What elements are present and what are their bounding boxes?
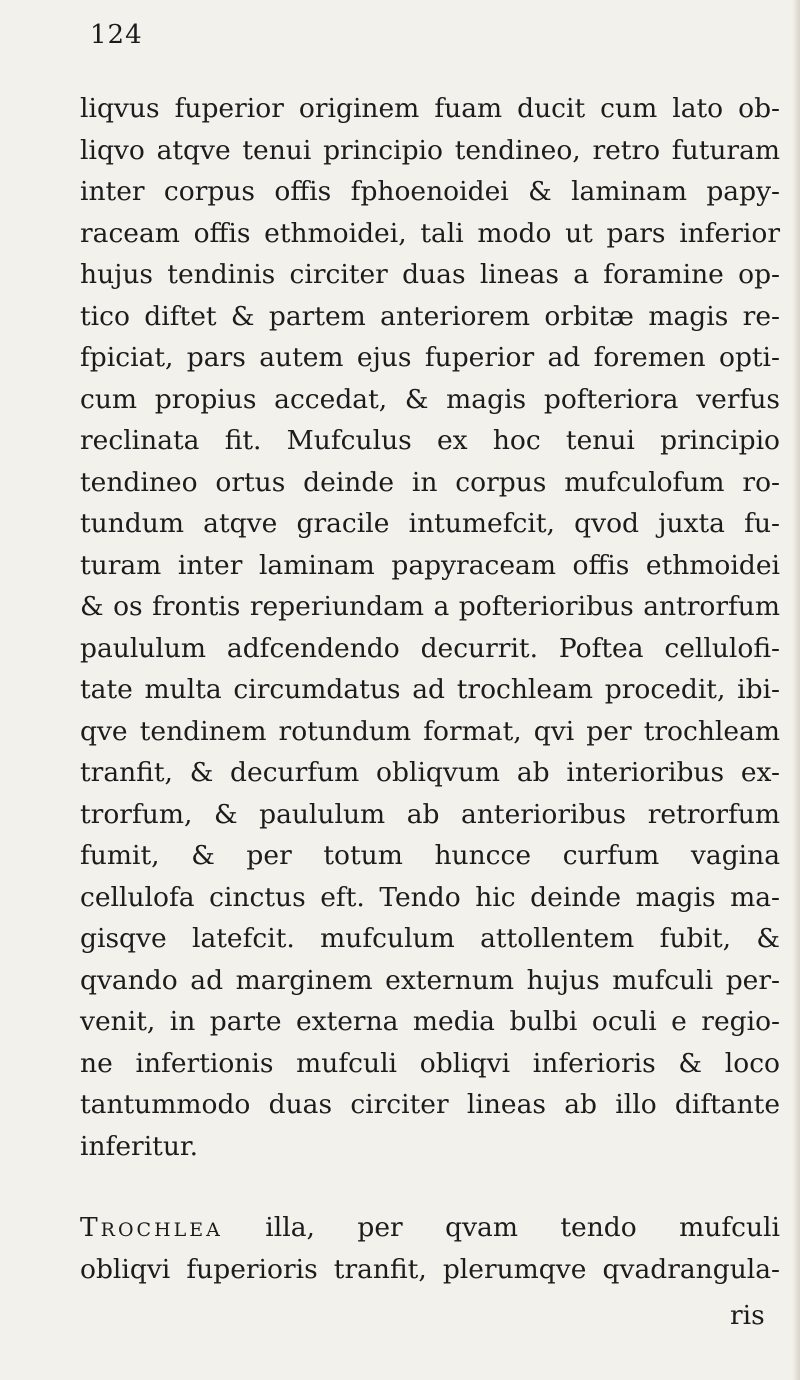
text-line: trorfum, & paululum ab anterioribus retrorfum: [80, 798, 780, 830]
text-line: raceam offis ethmoidei, tali modo ut pars inferior: [80, 217, 780, 249]
text-line: liqvus fuperior originem fuam ducit cum lato ob-: [80, 93, 780, 124]
text-line: cellulofa cinctus eft. Tendo hic deinde magis ma-: [80, 881, 780, 913]
text-line: & os frontis reperiundam a pofterioribus antrorfum: [80, 591, 780, 622]
text-line: fpiciat, pars autem ejus fuperior ad foremen opti-: [80, 342, 780, 373]
text-line: tico diftet & partem anteriorem orbitæ magis re-: [80, 300, 780, 332]
text-line: ne infertionis mufculi obliqvi inferioris & loco: [80, 1047, 780, 1079]
text-line: cum propius accedat, & magis pofteriora verfus: [80, 383, 780, 415]
text-line: qve tendinem rotundum format, qvi per trochleam: [80, 715, 780, 747]
text-fragment: illa, per qvam tendo mufculi: [265, 1212, 780, 1243]
text-line: liqvo atqve tenui principio tendineo, retro futuram: [80, 134, 780, 166]
text-line: tantummodo duas circiter lineas ab illo diftante: [80, 1089, 780, 1120]
text-line: qvando ad marginem externum hujus mufculi per-: [80, 964, 780, 996]
section-heading: Trochlea: [80, 1212, 223, 1243]
text-line: obliqvi fuperioris tranfit, plerumqve qvadrangula-: [80, 1253, 780, 1285]
text-line: tate multa circumdatus ad trochleam procedit, ibi-: [80, 674, 780, 705]
body-text: [80, 88, 780, 1290]
trochlea-line: [80, 1207, 780, 1249]
page-edge-shadow: [792, 0, 800, 1380]
text-line: venit, in parte externa media bulbi oculi e regio-: [80, 1006, 780, 1037]
page-number: 124: [90, 20, 143, 50]
text-line: tundum atqve gracile intumefcit, qvod juxta fu-: [80, 508, 780, 539]
text-line: hujus tendinis circiter duas lineas a foramine op-: [80, 259, 780, 290]
text-line: reclinata fit. Mufculus ex hoc tenui principio: [80, 425, 780, 456]
text-line: gisqve latefcit. mufculum attollentem fubit, &: [80, 923, 780, 954]
text-line: inter corpus offis fphoenoidei & laminam papy-: [80, 176, 780, 207]
text-line: paululum adfcendendo decurrit. Poftea cellulofi-: [80, 632, 780, 664]
text-line: inferitur.: [80, 1130, 199, 1162]
text-line: tranfit, & decurfum obliqvum ab interioribus ex-: [80, 757, 780, 788]
text-line: fumit, & per totum huncce curfum vagina: [80, 840, 780, 871]
text-line: tendineo ortus deinde in corpus mufculofum ro-: [80, 466, 780, 498]
text-line: turam inter laminam papyraceam offis ethmoidei: [80, 549, 780, 581]
catchword: ris: [730, 1300, 765, 1331]
